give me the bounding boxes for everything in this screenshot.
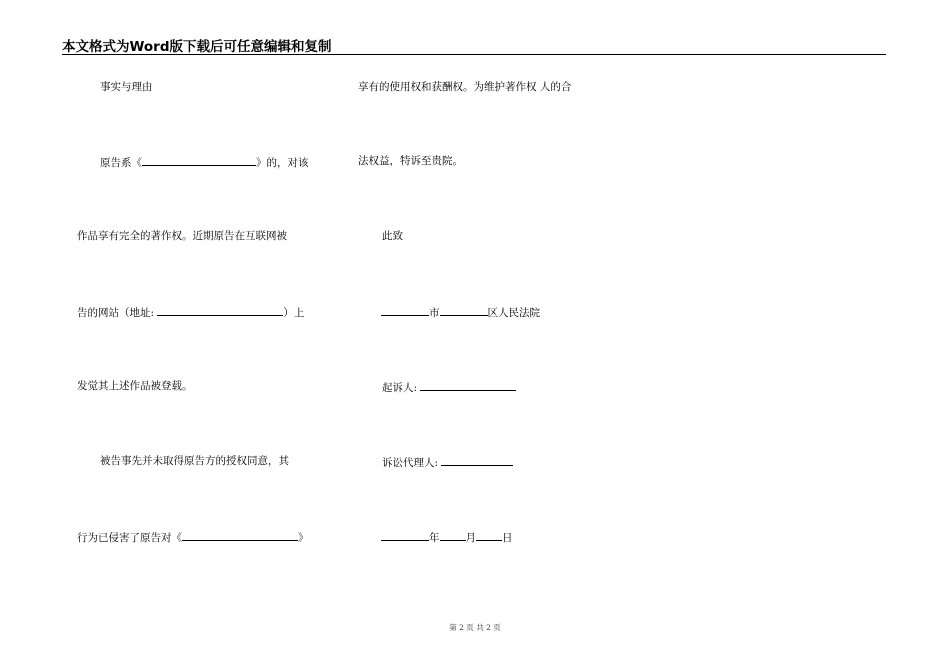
infringed-work-blank[interactable] <box>182 529 298 541</box>
full-copyright-line: 作品享有完全的著作权。近期原告在互联网被 <box>77 230 287 242</box>
agent-label: 诉讼代理人: <box>382 457 442 469</box>
header-title: 本文格式为Word版下载后可任意编辑和复制 <box>62 39 332 55</box>
work-title-blank[interactable] <box>142 154 256 166</box>
lawful-rights-line: 法权益，特诉至贵院。 <box>358 155 463 167</box>
month-label: 月 <box>465 532 476 544</box>
plaintiff-label: 起诉人: <box>382 382 421 394</box>
date-line <box>381 529 513 545</box>
plaintiff-signature-line <box>382 379 516 395</box>
page-footer: 第 2 页 共 2 页 <box>449 623 501 632</box>
infringed-line <box>77 529 309 545</box>
year-label: 年 <box>429 532 440 544</box>
day-blank[interactable] <box>476 529 502 541</box>
day-label: 日 <box>502 532 513 544</box>
respectfully-line: 此致 <box>382 230 403 242</box>
plaintiff-work-prefix: 原告系《 <box>100 157 142 169</box>
infringed-suffix: 》 <box>298 532 309 544</box>
plaintiff-name-blank[interactable] <box>420 379 516 391</box>
city-blank[interactable] <box>381 304 429 316</box>
year-blank[interactable] <box>381 529 429 541</box>
website-line <box>77 304 304 320</box>
found-published-line: 发觉其上述作品被登载。 <box>77 380 193 392</box>
agent-name-blank[interactable] <box>441 454 513 466</box>
website-prefix: 告的网站（地址: <box>77 307 158 319</box>
district-blank[interactable] <box>440 304 488 316</box>
court-line <box>381 304 540 320</box>
month-blank[interactable] <box>440 529 466 541</box>
page-header <box>62 34 886 55</box>
website-suffix: ）上 <box>283 307 305 319</box>
no-consent-line: 被告事先并未取得原告方的授权同意，其 <box>100 455 289 467</box>
infringed-prefix: 行为已侵害了原告对《 <box>77 532 182 544</box>
court-city-suffix: 市 <box>429 307 440 319</box>
rights-line: 享有的使用权和获酬权。为维护著作权 人的合 <box>358 81 572 93</box>
website-address-blank[interactable] <box>157 304 283 316</box>
agent-signature-line <box>382 454 513 470</box>
plaintiff-work-suffix: 》的，对该 <box>256 157 309 169</box>
plaintiff-work-line <box>100 154 309 170</box>
facts-heading: 事实与理由 <box>100 81 153 93</box>
court-district-suffix: 区人民法院 <box>487 307 540 319</box>
